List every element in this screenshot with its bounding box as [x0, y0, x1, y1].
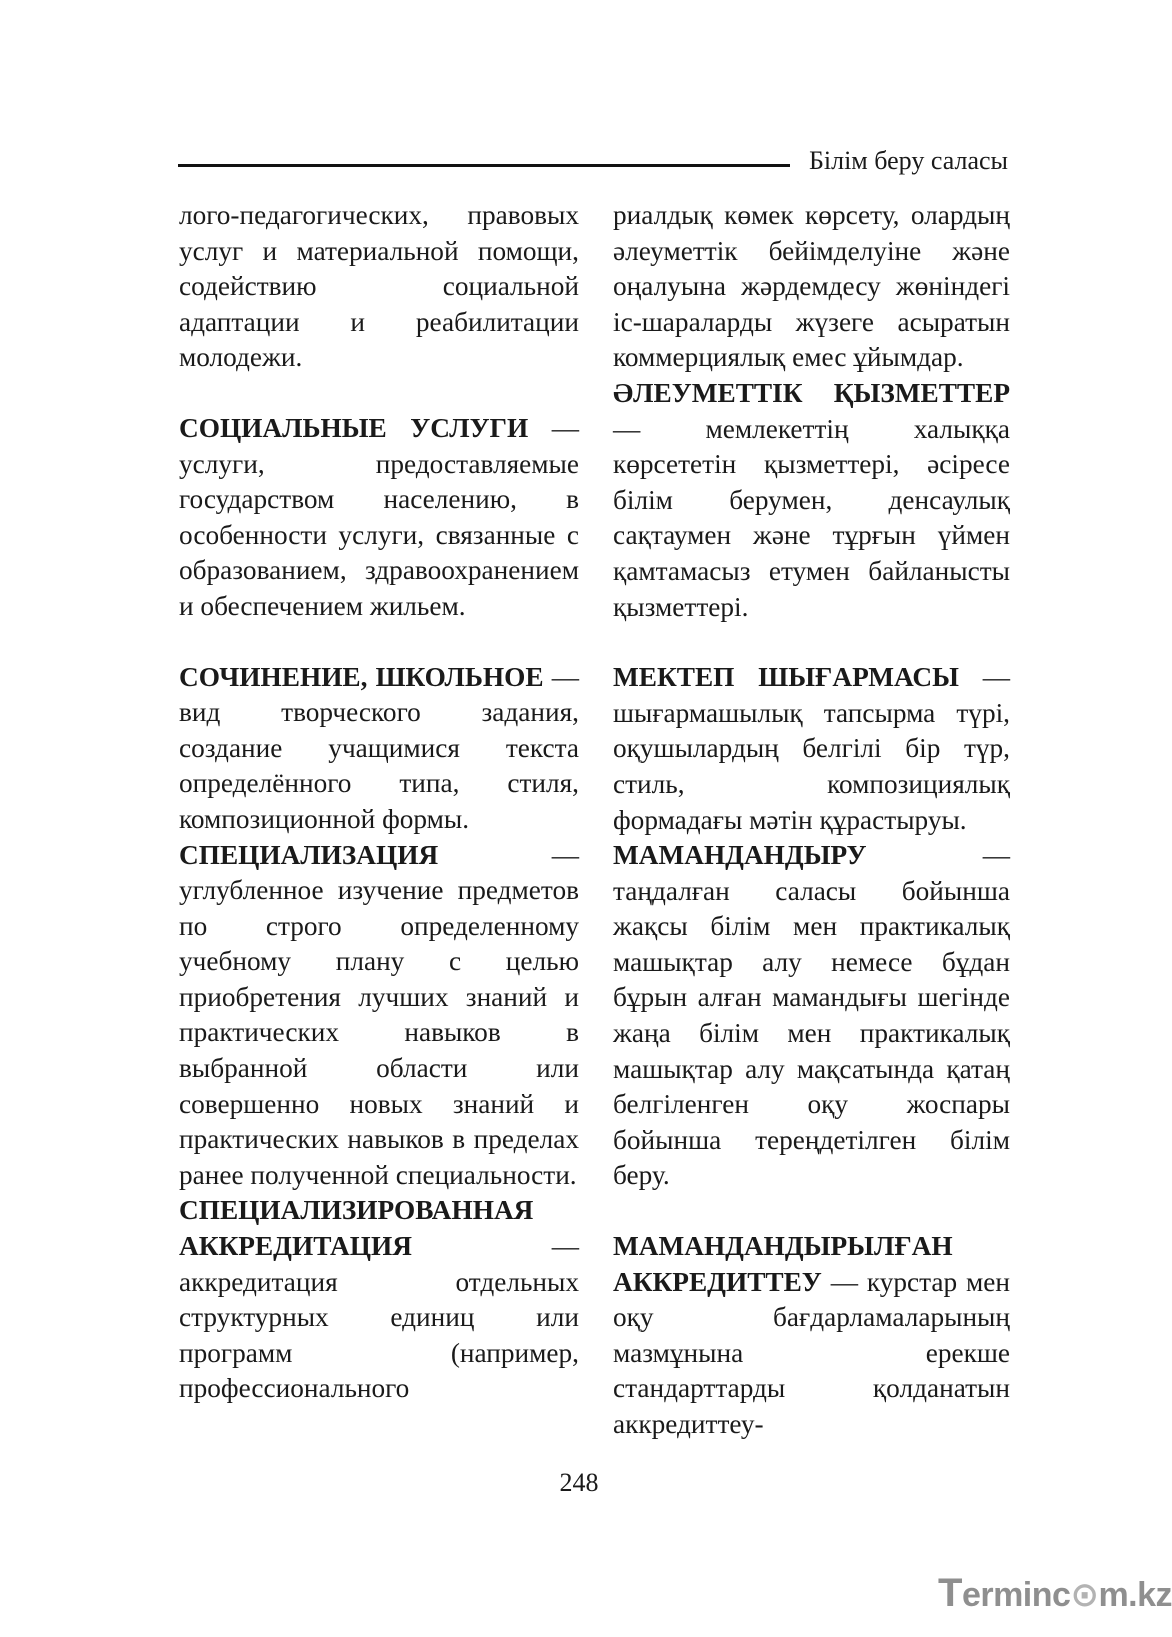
watermark-letter: T: [938, 1571, 962, 1615]
entry-text: — курстар мен оқу бағдарламаларының мазмұнына ерекше стандарттарды қолданатын аккредиттеу-: [613, 1266, 1010, 1439]
entry: [179, 1193, 579, 1407]
entry-text: лого-педагогических, правовых услуг и материальной помощи, содействию социальной адаптации и реабилитации молодежи.: [179, 200, 579, 373]
watermark-logo-icon: ⊙: [1070, 1576, 1099, 1614]
entry-term: МАМАНДАНДЫРУ: [613, 840, 867, 871]
entry-text: риалдық көмек көрсету, олардың әлеуметтік бейімделуіне және оңалуына жәрдемдесу жөніндегі іс-шараларды жүзеге асыратын коммерциялық емес ұйымдар.: [613, 200, 1010, 373]
section-title: Білім беру саласы: [808, 146, 1008, 175]
entry: [613, 838, 1010, 1194]
entry-text: — вид творческого задания, создание учащимися текста определённого типа, стиля, композиционной формы.: [179, 661, 579, 834]
entry-term: СОЧИНЕНИЕ, ШКОЛЬНОЕ: [179, 661, 544, 692]
header-rule: [178, 164, 790, 167]
entry-term: СОЦИАЛЬНЫЕ УСЛУГИ: [179, 412, 529, 443]
entry: [613, 1229, 1010, 1443]
entry-continuation: [613, 198, 1010, 376]
entry-term: МЕКТЕП ШЫҒАРМАСЫ: [613, 662, 959, 693]
left-column: [179, 198, 579, 1407]
watermark-text: erminc: [961, 1576, 1071, 1614]
entry: [179, 838, 579, 1194]
entry-text: — таңдалған саласы бойынша жақсы білім мен практикалық машықтар алу немесе бұдан бұрын алған мамандығы шегінде жаңа білім мен практикалық машықтар алу мақсатында қатаң белгіленген оқу жоспары бойынша тереңдетілген білім беру.: [613, 840, 1010, 1191]
right-column: [613, 198, 1010, 1443]
entry-text: — мемлекеттің халыққа көрсететін қызметтері, әсіресе білім берумен, денсаулық сақтаумен және тұрғын үймен қамтамасыз етумен байланысты қызметтері.: [613, 413, 1010, 622]
entry-text: — углубленное изучение предметов по строго определенному учебному плану с целью приобретения лучших знаний и практических навыков в выбранной области или совершенно новых знаний и практических навыков в пределах ранее полученной специальности.: [179, 839, 579, 1190]
watermark-domain: m.kz: [1098, 1576, 1172, 1614]
running-header: [178, 144, 1008, 178]
entry-term: ӘЛЕУМЕТТІК ҚЫЗМЕТТЕР: [613, 377, 1010, 408]
entry-text: — услуги, предоставляемые государством населению, в особенности услуги, связанные с образованием, здравоохранением и обеспечением жильем.: [179, 412, 579, 621]
entry-text: — шығармашылық тапсырма түрі, оқушылардың белгілі бір түр, стиль, композициялық формадағы мәтін құрастыруы.: [613, 662, 1010, 835]
entry: [179, 660, 579, 838]
entry-term: МАМАНДАНДЫРЫЛҒАН АККРЕДИТТЕУ: [613, 1231, 953, 1297]
entry-continuation: [179, 198, 579, 376]
entry: [179, 411, 579, 625]
entry-term: СПЕЦИАЛИЗАЦИЯ: [179, 839, 439, 870]
entry-term: СПЕЦИАЛИЗИРОВАННАЯ АККРЕДИТАЦИЯ: [179, 1195, 534, 1262]
site-watermark: [938, 1571, 1172, 1616]
entry: [613, 660, 1010, 838]
page-number: 248: [559, 1468, 599, 1497]
entry-text: — аккредитация отдельных структурных единиц или программ (например, профессионального: [179, 1231, 579, 1404]
entry: [613, 376, 1010, 625]
